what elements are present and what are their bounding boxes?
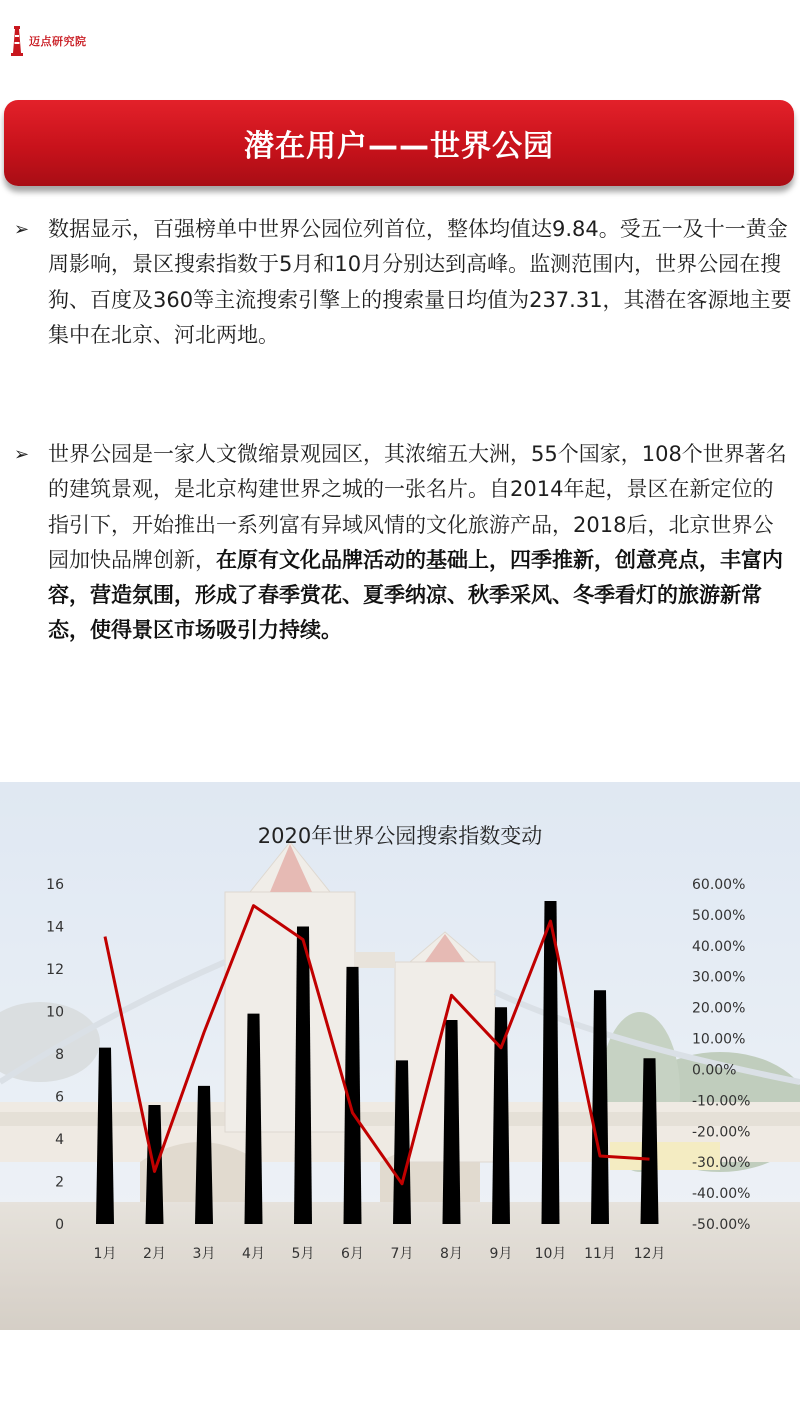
paragraph-text: 数据显示，百强榜单中世界公园位列首位，整体均值达9.84。受五一及十一黄金周影响，景区搜索指数于5月和10月分别达到高峰。监测范围内，世界公园在搜狗、百度及360等主流搜索引擎上的搜索量日均值为237.31，其潜在客源地主要集中在北京、河北两地。 [48,217,792,347]
x-tick-label: 3月 [192,1246,216,1262]
right-tick-label: 30.00% [692,969,746,986]
paragraph-park-intro [14,437,794,649]
right-tick-label: -20.00% [692,1124,751,1141]
title-banner [4,100,794,186]
arrow-bullet-icon: ➢ [14,219,30,240]
x-tick-label: 6月 [341,1246,364,1262]
x-tick-label: 4月 [242,1246,265,1262]
left-tick-label: 10 [46,1004,64,1021]
page-title: 潜在用户——世界公园 [244,129,554,164]
x-tick-label: 5月 [291,1246,315,1262]
logo [10,24,87,58]
left-tick-label: 2 [55,1174,64,1191]
left-tick-label: 12 [46,962,64,978]
bar-7月 [393,1060,411,1224]
logo-text: 迈点研究院 [29,35,87,48]
lighthouse-logo-icon [10,26,24,56]
x-tick-label: 10月 [534,1246,567,1262]
left-tick-label: 8 [55,1047,64,1063]
bar-12月 [641,1058,659,1224]
right-tick-label: 60.00% [692,877,746,893]
paragraph-search-data [14,212,794,353]
chart-title: 2020年世界公园搜索指数变动 [257,824,543,848]
paragraph-bold-text: 在原有文化品牌活动的基础上，四季推新，创意亮点，丰富内容，营造氛围，形成了春季赏花、夏季纳凉、秋季采风、冬季看灯的旅游新常态，使得景区市场吸引力持续。 [48,547,783,643]
right-tick-label: 50.00% [692,907,746,924]
left-tick-label: 6 [55,1089,64,1106]
x-tick-label: 12月 [633,1246,666,1262]
right-tick-label: 10.00% [692,1031,746,1048]
right-tick-label: 40.00% [692,938,746,955]
x-tick-label: 1月 [93,1246,117,1262]
x-tick-label: 9月 [489,1246,513,1262]
paragraph-text [48,437,794,649]
right-tick-label: -50.00% [692,1217,751,1233]
x-tick-label: 2月 [143,1246,166,1262]
arrow-bullet-icon: ➢ [14,444,30,465]
right-tick-label: -40.00% [692,1186,751,1203]
bar-1月 [96,1048,114,1224]
x-tick-label: 7月 [390,1246,414,1262]
left-tick-label: 0 [55,1217,64,1233]
bar-5月 [294,927,312,1225]
x-tick-label: 8月 [440,1246,463,1262]
bar-4月 [245,1014,263,1224]
right-tick-label: 20.00% [692,1000,746,1017]
paragraph-normal-text: 世界公园是一家人文微缩景观园区，其浓缩五大洲，55个国家，108个世界著名的建筑景观，是北京构建世界之城的一张名片。自2014年起，景区在新定位的指引下，开始推出一系列富有异域风情的文化旅游产品，2018后，北京世界公园加快品牌创新， [48,442,787,572]
left-tick-label: 14 [46,919,64,936]
x-tick-label: 11月 [584,1246,616,1262]
bar-8月 [443,1020,461,1224]
right-tick-label: 0.00% [692,1062,737,1079]
right-tick-label: -30.00% [692,1155,751,1172]
left-tick-label: 16 [46,877,64,893]
bar-11月 [591,990,609,1224]
right-tick-label: -10.00% [692,1093,751,1110]
bar-3月 [195,1086,213,1224]
line-series [105,906,650,1184]
search-index-chart [0,870,800,1270]
left-tick-label: 4 [55,1132,64,1148]
